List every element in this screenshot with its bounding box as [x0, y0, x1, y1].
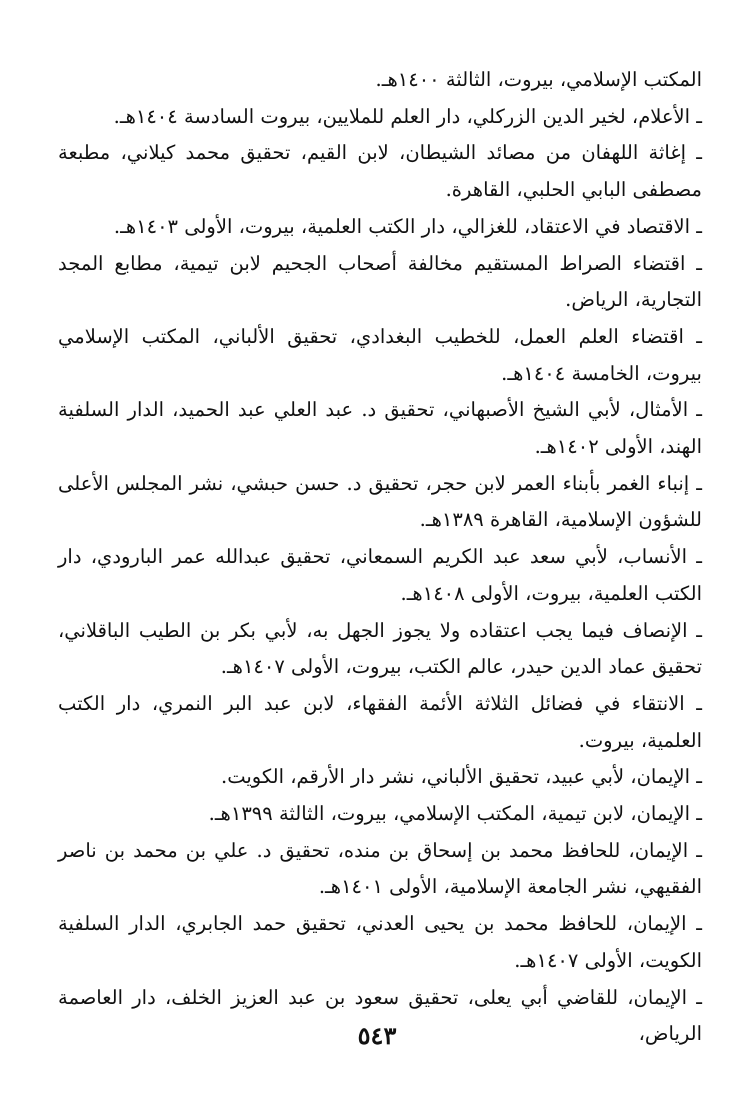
bibliography-entry: ـ الإيمان، للقاضي أبي يعلى، تحقيق سعود بن عبد العزيز الخلف، دار العاصمة الرياض،: [58, 985, 702, 1046]
page-number: ٥٤٣: [357, 1021, 397, 1050]
bibliography-entry: المكتب الإسلامي، بيروت، الثالثة ١٤٠٠هـ.: [375, 68, 702, 91]
bibliography-list: [58, 62, 702, 1053]
bibliography-entry: ـ الأمثال، لأبي الشيخ الأصبهاني، تحقيق د. عبد العلي عبد الحميد، الدار السلفية الهند، الأولى ١٤٠٢هـ.: [58, 398, 702, 459]
bibliography-entry: ـ الاقتصاد في الاعتقاد، للغزالي، دار الكتب العلمية، بيروت، الأولى ١٤٠٣هـ.: [113, 214, 702, 238]
bibliography-entry: ـ اقتضاء العلم العمل، للخطيب البغدادي، تحقيق الألباني، المكتب الإسلامي بيروت، الخامسة ١٤٠٤هـ.: [58, 324, 702, 385]
bibliography-entry: ـ الإيمان، لابن تيمية، المكتب الإسلامي، بيروت، الثالثة ١٣٩٩هـ.: [208, 802, 702, 826]
bibliography-entry: ـ الانتقاء في فضائل الثلاثة الأئمة الفقهاء، لابن عبد البر النمري، دار الكتب العلمية، بيروت.: [58, 691, 702, 752]
bibliography-entry: ـ الإنصاف فيما يجب اعتقاده ولا يجوز الجهل به، لأبي بكر بن الطيب الباقلاني، تحقيق عماد الدين حيدر، عالم الكتب، بيروت، الأولى ١٤٠٧هـ.: [58, 618, 702, 679]
bibliography-entry: ـ الأعلام، لخير الدين الزركلي، دار العلم للملايين، بيروت السادسة ١٤٠٤هـ.: [113, 104, 702, 128]
bibliography-entry: ـ الإيمان، لأبي عبيد، تحقيق الألباني، نشر دار الأرقم، الكويت.: [221, 765, 702, 789]
bibliography-entry: ـ الأنساب، لأبي سعد عبد الكريم السمعاني، تحقيق عبدالله عمر البارودي، دار الكتب العلمية، بيروت، الأولى ١٤٠٨هـ.: [58, 545, 702, 605]
bibliography-entry: ـ الإيمان، للحافظ محمد بن إسحاق بن منده، تحقيق د. علي بن محمد بن ناصر الفقيهي، نشر الجامعة الإسلامية، الأولى ١٤٠١هـ.: [58, 838, 702, 899]
bibliography-entry: ـ الإيمان، للحافظ محمد بن يحيى العدني، تحقيق حمد الجابري، الدار السلفية الكويت، الأولى ١٤٠٧هـ.: [58, 912, 702, 972]
bibliography-entry: ـ اقتضاء الصراط المستقيم مخالفة أصحاب الجحيم لابن تيمية، مطابع المجد التجارية، الرياض.: [58, 251, 702, 312]
bibliography-entry: ـ إغاثة اللهفان من مصائد الشيطان، لابن القيم، تحقيق محمد كيلاني، مطبعة مصطفى البابي الحلبي، القاهرة.: [58, 141, 702, 202]
bibliography-entry: ـ إنباء الغمر بأبناء العمر لابن حجر، تحقيق د. حسن حبشي، نشر المجلس الأعلى للشؤون الإسلامية، القاهرة ١٣٨٩هـ.: [58, 471, 702, 532]
